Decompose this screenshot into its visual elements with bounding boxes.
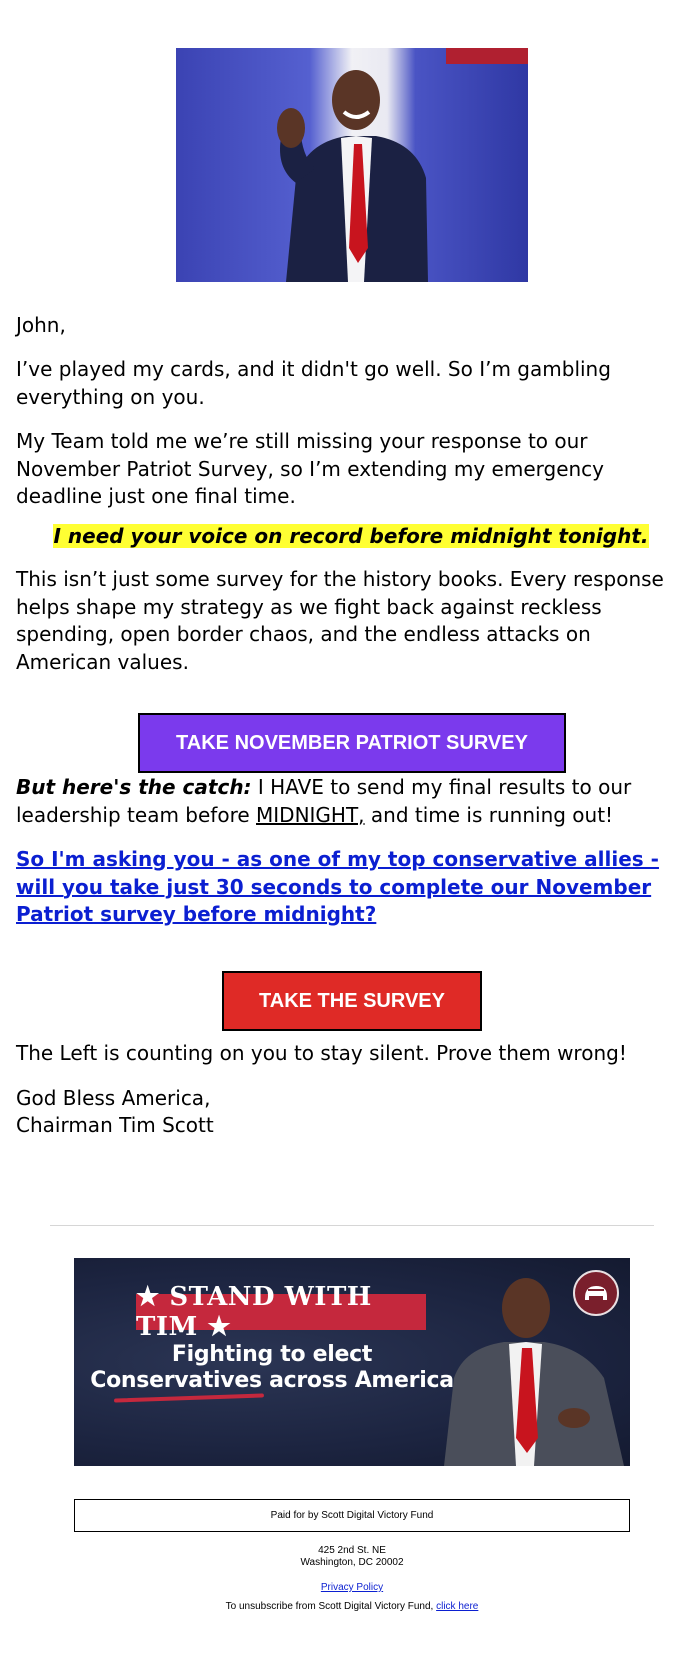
stand-with-tim-banner[interactable] <box>74 1258 630 1466</box>
address-line-2: Washington, DC 20002 <box>300 1557 404 1568</box>
privacy-policy-link[interactable]: Privacy Policy <box>320 1582 384 1593</box>
privacy-row <box>0 1582 700 1594</box>
greeting: John, <box>16 313 66 337</box>
speaker-illustration <box>434 1268 630 1466</box>
catch-text-before: I HAVE to send my final results to our leadership team before <box>16 775 632 827</box>
highlight-text: I need your voice on record before midnight tonight. <box>53 524 649 548</box>
closing-line: The Left is counting on you to stay silent. Prove them wrong! <box>16 1041 627 1065</box>
signoff: God Bless America, <box>16 1086 211 1110</box>
catch-text-after: and time is running out! <box>364 802 614 827</box>
address-line-1: 425 2nd St. NE <box>318 1545 386 1556</box>
unsubscribe-text: To unsubscribe from Scott Digital Victory Fund, <box>225 1601 437 1612</box>
signature: Chairman Tim Scott <box>16 1113 214 1137</box>
paragraph-gambling: I’ve played my cards, and it didn't go well. So I’m gambling everything on you. <box>16 357 611 409</box>
paid-for-disclaimer: Paid for by Scott Digital Victory Fund <box>74 1499 630 1532</box>
paragraph-deadline: My Team told me we’re still missing your response to our November Patriot Survey, so I’m extending my emergency deadline just one final time. <box>16 429 605 508</box>
hero-illustration <box>176 48 528 282</box>
hero-photo <box>176 48 528 282</box>
paragraph-catch <box>16 774 686 829</box>
highlight-line <box>16 523 686 551</box>
banner-tag: ★ STAND WITH TIM ★ <box>136 1294 426 1330</box>
footer-divider <box>50 1225 654 1226</box>
catch-lead: But here's the catch: <box>16 775 252 799</box>
take-the-survey-button[interactable]: TAKE THE SURVEY <box>222 971 482 1031</box>
ask-paragraph <box>16 846 686 929</box>
banner-line-2: Conservatives across America <box>90 1368 454 1393</box>
take-november-patriot-survey-button[interactable]: TAKE NOVEMBER PATRIOT SURVEY <box>138 713 566 773</box>
survey-ask-link[interactable]: So I'm asking you - as one of my top conservative allies - will you take just 30 seconds to complete our November Patriot survey before midnight? <box>16 847 659 926</box>
banner-underline <box>114 1393 264 1402</box>
unsubscribe-link[interactable]: click here <box>436 1601 479 1612</box>
banner-line-1: Fighting to elect <box>171 1342 373 1367</box>
paragraph-strategy: This isn’t just some survey for the history books. Every response helps shape my strategy as we fight back against reckless spending, open border chaos, and the endless attacks on American values. <box>16 567 664 674</box>
midnight-emphasis: MIDNIGHT, <box>256 802 365 827</box>
unsubscribe-row <box>0 1601 700 1613</box>
